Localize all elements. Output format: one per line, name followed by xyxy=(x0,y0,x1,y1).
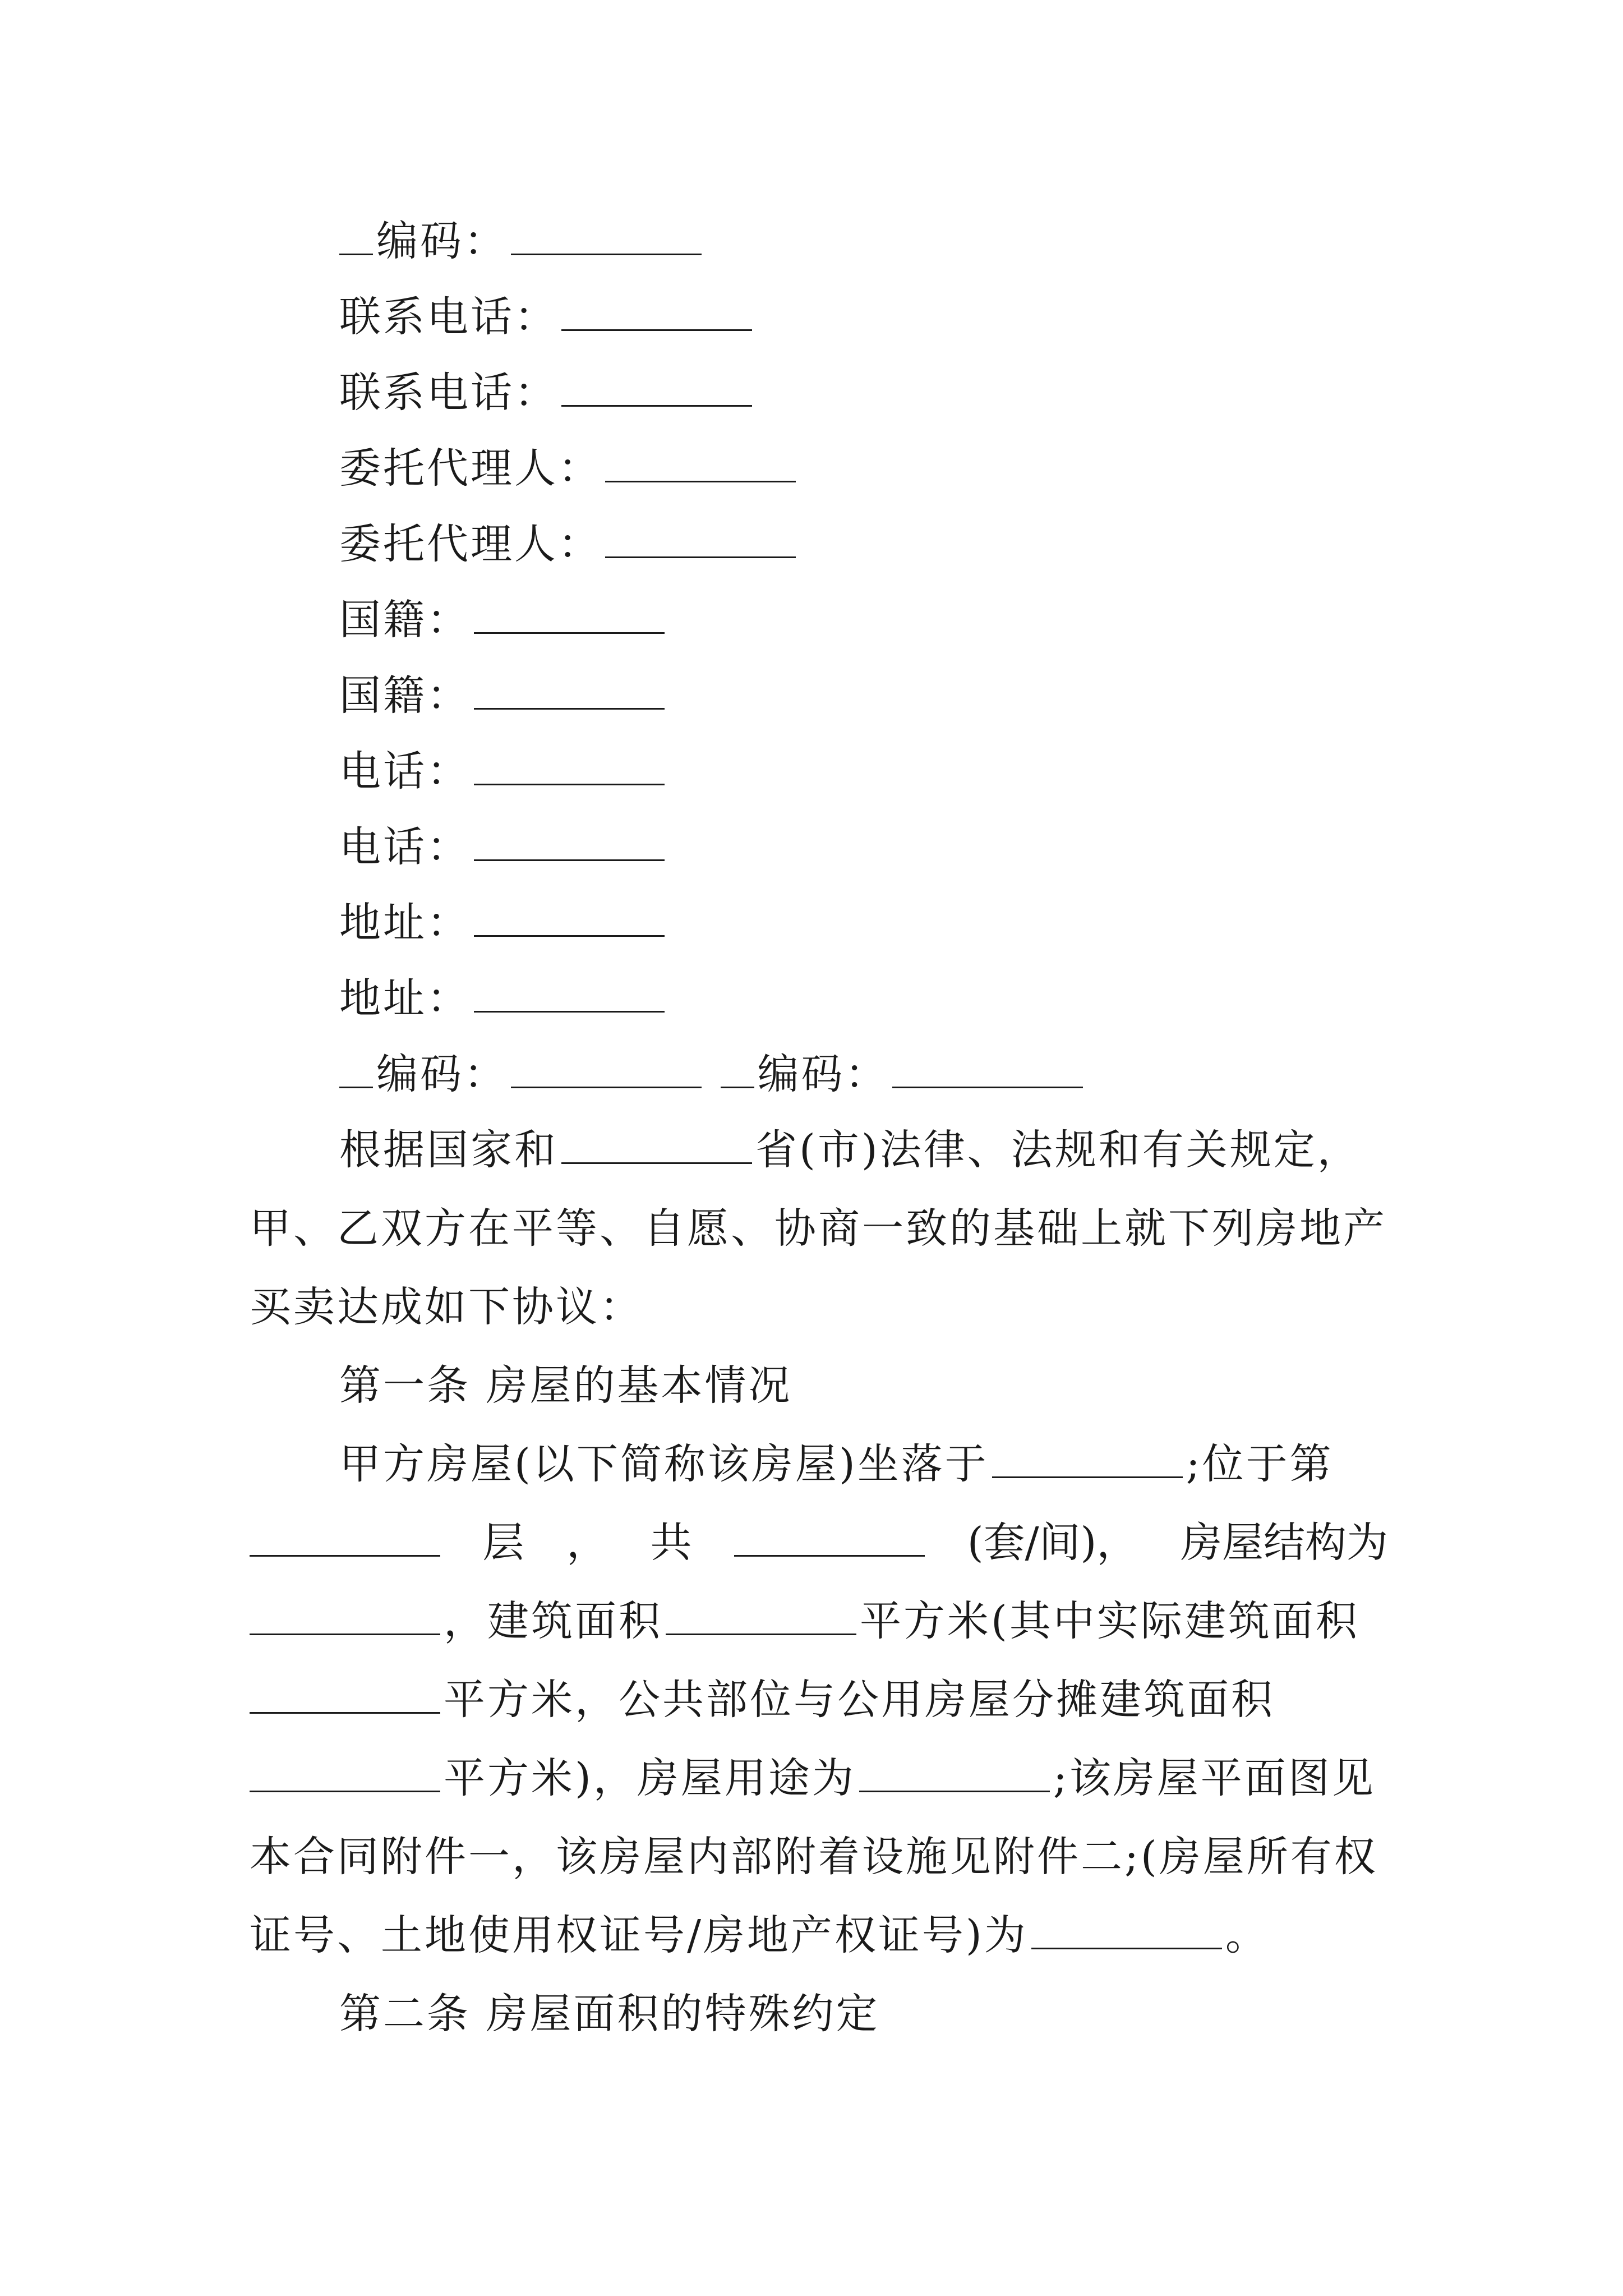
address-blank xyxy=(474,978,665,1013)
floor-blank xyxy=(250,1522,440,1557)
address-label: 地址： xyxy=(339,974,471,1023)
tel-blank xyxy=(474,827,665,861)
para1-line2: 甲、乙双方在平等、自愿、协商一致的基础上就下列房地产 xyxy=(250,1204,1387,1253)
article1-text: ;该房屋平面图见 xyxy=(1053,1754,1376,1802)
phone-label: 联系电话： xyxy=(339,293,558,341)
article1-text: 甲方房屋(以下简称该房屋)坐落于 xyxy=(339,1440,989,1488)
article1-text: 共 xyxy=(650,1519,692,1567)
agent-blank xyxy=(605,524,796,558)
article1-text: 房屋结构为 xyxy=(1180,1519,1388,1567)
postcode-line-2 xyxy=(339,1046,1086,1102)
agent-label: 委托代理人： xyxy=(339,520,602,568)
para1-line3: 买卖达成如下协议： xyxy=(250,1283,643,1331)
article1-text: 层 xyxy=(482,1519,524,1567)
article1-text: 平方米)，房屋用途为 xyxy=(444,1754,856,1802)
article1-line6: 本合同附件一，该房屋内部附着设施见附件二;(房屋所有权 xyxy=(250,1833,1378,1881)
postcode-blank xyxy=(511,1054,702,1088)
nationality-label: 国籍： xyxy=(339,596,471,644)
article1-text: 证号、土地使用权证号/房地产权证号)为 xyxy=(250,1911,1028,1959)
phone-blank xyxy=(561,297,752,331)
location-blank xyxy=(992,1444,1183,1478)
article1-line4 xyxy=(250,1672,1275,1728)
article1-line7 xyxy=(250,1907,1269,1963)
address-label: 地址： xyxy=(339,899,471,947)
article1-text: ，建筑面积 xyxy=(444,1597,662,1645)
article1-line5 xyxy=(250,1750,1376,1806)
blank-prefix xyxy=(721,1054,754,1088)
agent-blank xyxy=(605,448,796,482)
article1-text: ， xyxy=(566,1519,608,1567)
postcode-label: 编码： xyxy=(757,1050,889,1098)
article2-heading: 第二条 房屋面积的特殊约定 xyxy=(339,1990,880,2038)
nationality-line-2 xyxy=(339,668,668,724)
agent-label: 委托代理人： xyxy=(339,444,602,493)
phone-line-1 xyxy=(339,289,755,345)
para1-line1 xyxy=(339,1122,1361,1178)
postcode-blank xyxy=(892,1054,1083,1088)
article1-line1 xyxy=(339,1436,1334,1492)
usage-blank xyxy=(859,1758,1050,1792)
area-blank xyxy=(666,1601,856,1635)
postcode-label: 编码： xyxy=(376,1050,508,1098)
phone-line-2 xyxy=(339,365,755,421)
article1-heading: 第一条 房屋的基本情况 xyxy=(339,1361,792,1410)
blank-prefix xyxy=(339,1054,373,1088)
tel-label: 电话： xyxy=(339,747,471,795)
article1-text: (套/间)， xyxy=(967,1519,1138,1567)
tel-line-2 xyxy=(339,819,668,875)
total-blank xyxy=(734,1522,925,1557)
nationality-blank xyxy=(474,600,665,634)
article1-text: 。 xyxy=(1225,1911,1269,1959)
phone-blank xyxy=(561,372,752,407)
blank-prefix xyxy=(339,221,373,255)
tel-line-1 xyxy=(339,743,668,799)
agent-line-1 xyxy=(339,440,799,496)
agent-line-2 xyxy=(339,516,799,572)
postcode-label: 编码： xyxy=(376,217,508,265)
para1-text-b: 省(市)法律、法规和有关规定， xyxy=(755,1126,1361,1174)
nationality-blank xyxy=(474,675,665,710)
article1-line3 xyxy=(250,1593,1359,1649)
structure-blank xyxy=(250,1601,440,1635)
phone-label: 联系电话： xyxy=(339,369,558,417)
postcode-blank xyxy=(511,221,702,255)
province-blank xyxy=(561,1130,752,1164)
address-line-2 xyxy=(339,970,668,1027)
article1-text: 平方米(其中实际建筑面积 xyxy=(860,1597,1359,1645)
tel-blank xyxy=(474,751,665,785)
article1-text: 平方米，公共部位与公用房屋分摊建筑面积 xyxy=(444,1676,1275,1724)
article1-line2 xyxy=(250,1515,1388,1571)
tel-label: 电话： xyxy=(339,823,471,871)
certificate-blank xyxy=(1031,1915,1222,1949)
article1-text: ;位于第 xyxy=(1186,1440,1334,1488)
actual-area-blank xyxy=(250,1680,440,1714)
postcode-line-1 xyxy=(339,213,705,269)
address-blank xyxy=(474,903,665,937)
nationality-label: 国籍： xyxy=(339,671,471,720)
address-line-1 xyxy=(339,895,668,951)
nationality-line-1 xyxy=(339,592,668,648)
shared-area-blank xyxy=(250,1758,440,1792)
para1-text-a: 根据国家和 xyxy=(339,1126,558,1174)
